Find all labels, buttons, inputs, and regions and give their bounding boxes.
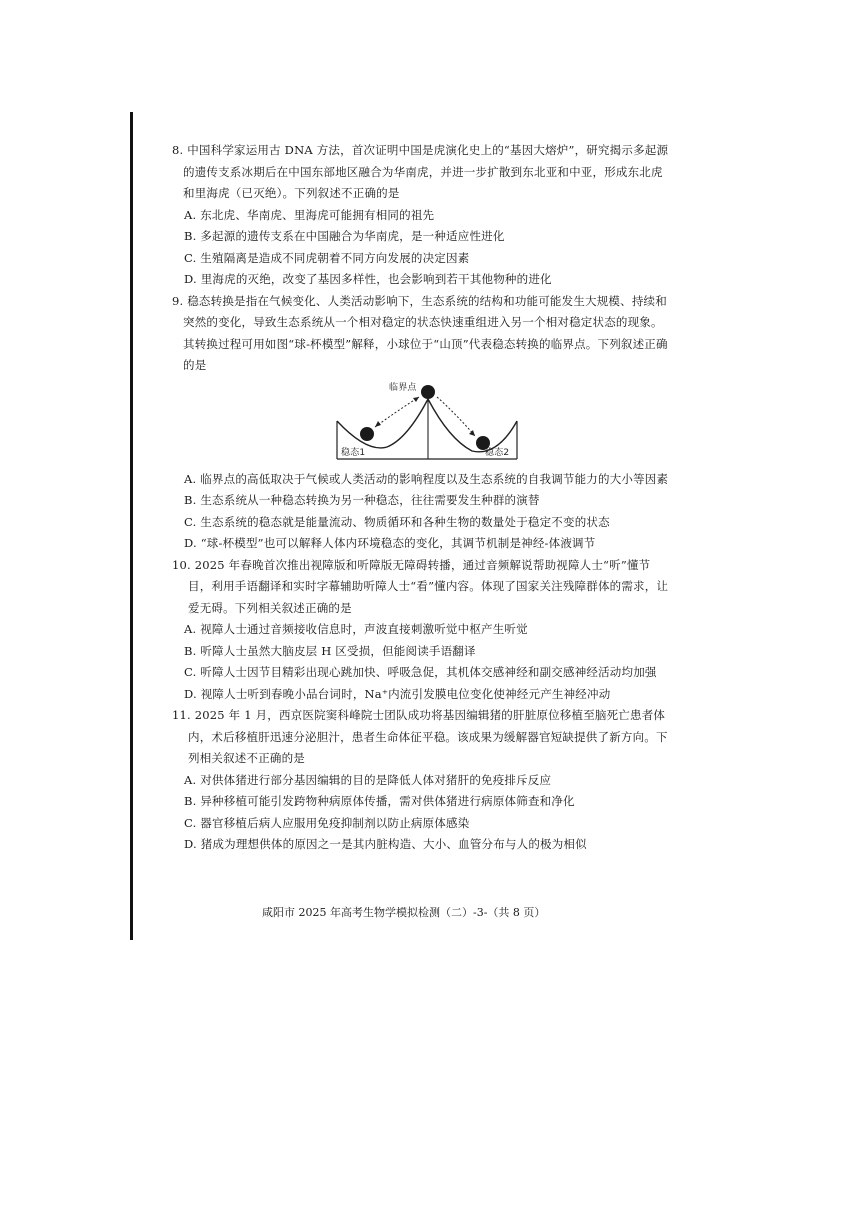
state2-label: 稳态2 xyxy=(485,447,510,458)
question-11-option-b: B. 异种移植可能引发跨物种病原体传播，需对供体猪进行病原体筛查和净化 xyxy=(184,794,575,808)
ball-state1 xyxy=(360,427,374,441)
question-11 xyxy=(172,705,672,856)
question-8-option-a: A. 东北虎、华南虎、里海虎可能拥有相同的祖先 xyxy=(184,207,435,222)
arrow-state1-to-peak xyxy=(375,397,419,427)
arrowhead-to-peak xyxy=(413,397,419,402)
ball-cup-model-figure xyxy=(327,381,527,465)
question-8-option-b: B. 多起源的遗传支系在中国融合为华南虎，是一种适应性进化 xyxy=(184,229,505,243)
question-9-stem: 9. 稳态转换是指在气候变化、人类活动影响下，生态系统的结构和功能可能发生大规模、持续和突然的变化，导致生态系统从一个相对稳定的状态快速重组进入另一个相对稳定状态的现象。其转换过程可用如图“球-杯模型”解释，小球位于“山顶”代表稳态转换的临界点。下列叙述正确的是 xyxy=(172,293,668,372)
question-9-option-b: B. 生态系统从一种稳态转换为另一种稳态，往往需要发生种群的演替 xyxy=(184,493,540,507)
exam-page-content xyxy=(172,140,672,856)
question-9-option-c: C. 生态系统的稳态就是能量流动、物质循环和各种生物的数量处于稳定不变的状态 xyxy=(184,514,610,529)
question-10-option-b: B. 听障人士虽然大脑皮层 H 区受损，但能阅读手语翻译 xyxy=(184,643,476,658)
state1-label: 稳态1 xyxy=(341,447,366,458)
question-9 xyxy=(172,291,672,555)
arrow-peak-to-state2 xyxy=(437,397,475,436)
question-10-stem: 10. 2025 年春晚首次推出视障版和听障版无障碍转播，通过音频解说帮助视障人士“听”懂节目，利用手语翻译和实时字幕辅助听障人士“看”懂内容。体现了国家关注残障群体的需求，让爱无碍。下列相关叙述正确的是 xyxy=(172,557,669,615)
question-9-option-d: D. “球-杯模型”也可以解释人体内环境稳态的变化，其调节机制是神经-体液调节 xyxy=(184,536,596,550)
question-8-option-d: D. 里海虎的灭绝，改变了基因多样性，也会影响到若干其他物种的进化 xyxy=(184,272,552,286)
question-9-option-a: A. 临界点的高低取决于气候或人类活动的影响程度以及生态系统的自我调节能力的大小等因素 xyxy=(184,471,669,486)
question-10 xyxy=(172,555,672,706)
question-10-option-a: A. 视障人士通过音频接收信息时，声波直接刺激听觉中枢产生听觉 xyxy=(184,622,528,636)
question-10-option-c: C. 听障人士因节目精彩出现心跳加快、呼吸急促，其机体交感神经和副交感神经活动均加强 xyxy=(184,665,657,679)
question-11-option-a: A. 对供体猪进行部分基因编辑的目的是降低人体对猪肝的免疫排斥反应 xyxy=(184,772,552,787)
question-11-stem: 11. 2025 年 1 月，西京医院窦科峰院士团队成功将基因编辑猪的肝脏原位移植至脑死亡患者体内，术后移植肝迅速分泌胆汁，患者生命体征平稳。该成果为缓解器官短缺提供了新方向。下列相关叙述不正确的是 xyxy=(172,708,668,765)
arrowhead-to-state2 xyxy=(469,430,475,436)
question-8-option-c: C. 生殖隔离是造成不同虎朝着不同方向发展的决定因素 xyxy=(184,250,470,265)
question-8-stem: 8. 中国科学家运用古 DNA 方法，首次证明中国是虎演化史上的“基因大熔炉”，研究揭示多起源的遗传支系冰期后在中国东部地区融合为华南虎，并进一步扩散到东北亚和中亚，形成东北虎和里海虎（已灭绝）。下列叙述不正确的是 xyxy=(172,143,669,200)
question-11-option-c: C. 器官移植后病人应服用免疫抑制剂以防止病原体感染 xyxy=(184,815,470,830)
page-footer: 咸阳市 2025 年高考生物学模拟检测（二）-3-（共 8 页） xyxy=(262,906,546,919)
ball-critical-point xyxy=(421,385,435,399)
question-8 xyxy=(172,140,672,291)
ball-cup-model-diagram xyxy=(172,381,672,465)
arrowhead-to-state1 xyxy=(375,421,381,427)
question-10-option-d: D. 视障人士听到春晚小品台词时，Na⁺内流引发膜电位变化使神经元产生神经冲动 xyxy=(184,686,611,701)
question-11-option-d: D. 猪成为理想供体的原因之一是其内脏构造、大小、血管分布与人的极为相似 xyxy=(184,837,587,851)
critical-point-label: 临界点 xyxy=(389,382,417,393)
landscape-curve xyxy=(337,399,517,452)
margin-rule xyxy=(130,112,133,940)
